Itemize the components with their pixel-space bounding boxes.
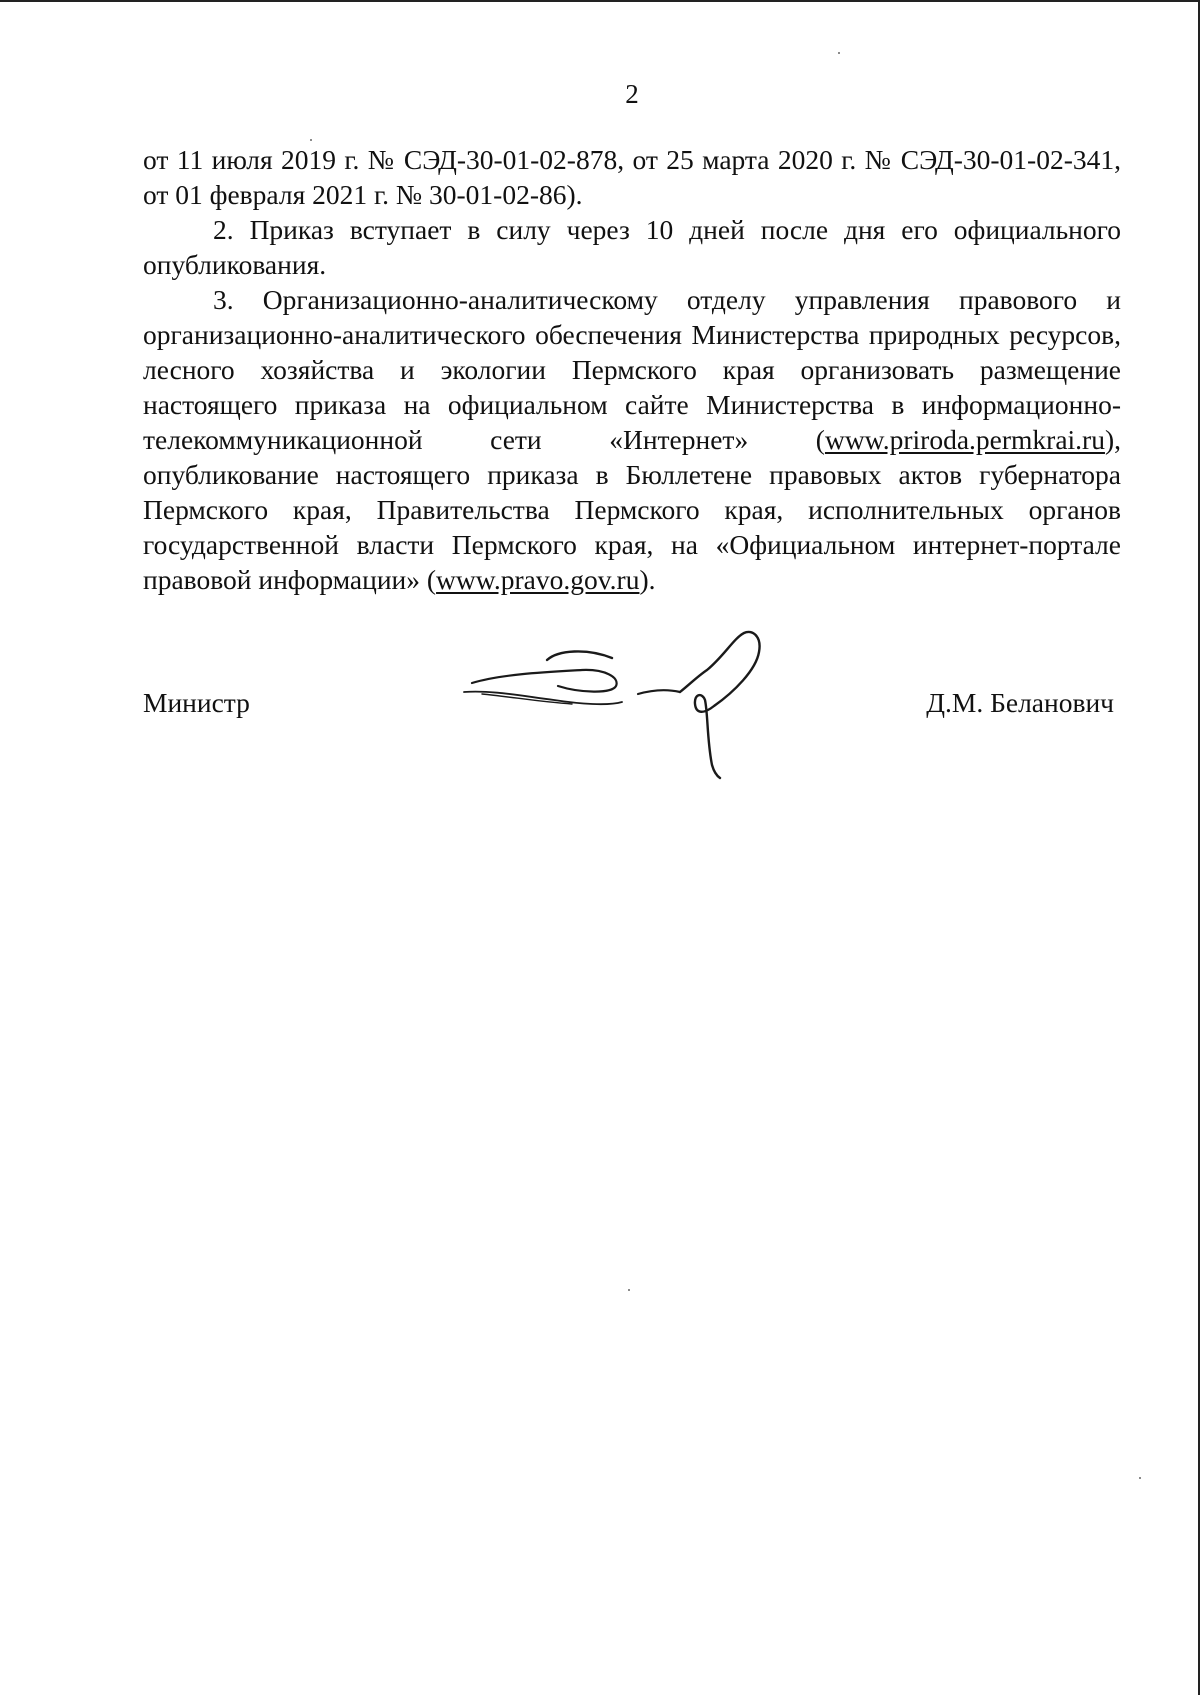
paragraph-item-3-text-c: ). [639, 564, 656, 595]
document-body [143, 142, 1121, 597]
link-pravo-gov[interactable]: www.pravo.gov.ru [436, 564, 640, 595]
signatory-title: Министр [143, 687, 250, 718]
paragraph-item-3-text-b: ), опубликование настоящего приказа в Бюллетене правовых актов губернатора Пермского края, Правительства Пермского края, исполнительных органов государственной власти Пермского края, на «Официальном интернет-портале правовой информации» ( [143, 424, 1121, 595]
link-priroda-permkrai[interactable]: www.priroda.permkrai.ru [824, 424, 1105, 455]
scan-speck [1139, 1477, 1141, 1479]
scan-speck [628, 1289, 630, 1291]
page-number: 2 [625, 79, 639, 109]
paragraph-continuation: от 11 июля 2019 г. № СЭД-30-01-02-878, от 25 марта 2020 г. № СЭД-30-01-02-341, от 01 февраля 2021 г. № 30-01-02-86). [143, 144, 1121, 210]
signatory-name: Д.М. Беланович [926, 687, 1114, 718]
paragraph-item-3 [143, 282, 1121, 597]
scan-speck [310, 139, 312, 141]
paragraph-item-3-text-a: 3. Организационно-аналитическому отделу управления правового и организационно-аналитического обеспечения Министерства природных ресурсов, лесного хозяйства и экологии Пермского края организовать размещение настоящего приказа на официальном сайте Министерства в информационно-телекоммуникационной сети «Интернет» ( [143, 284, 1121, 455]
handwritten-signature-icon [462, 630, 807, 780]
paragraph-item-2: 2. Приказ вступает в силу через 10 дней после дня его официального опубликования. [143, 214, 1121, 280]
scan-speck [838, 52, 840, 54]
